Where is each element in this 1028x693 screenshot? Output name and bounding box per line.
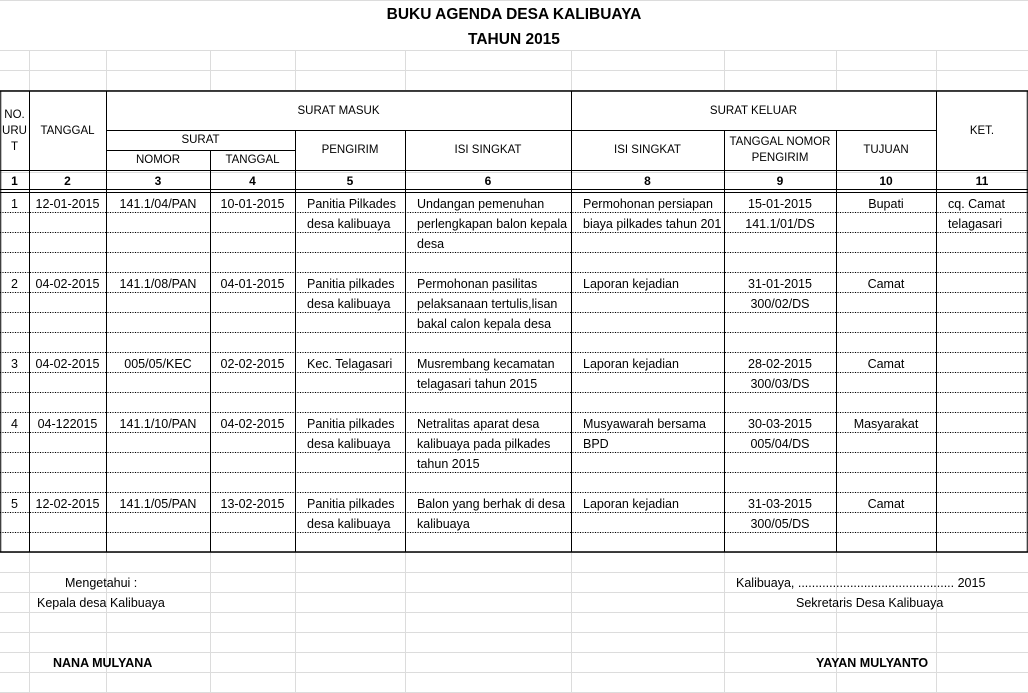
cell-isi-masuk: telagasari tahun 2015 bbox=[417, 377, 538, 391]
signature-right-place: Kalibuaya, ............................................. 2015 bbox=[736, 576, 986, 590]
cell-isi-masuk: kalibuaya pada pilkades bbox=[417, 437, 551, 451]
cell-pengirim: Panitia pilkades bbox=[307, 277, 395, 291]
cell-pengirim: Panitia pilkades bbox=[307, 497, 395, 511]
document-title: BUKU AGENDA DESA KALIBUAYA bbox=[386, 6, 642, 23]
cell-tujuan: Masyarakat bbox=[853, 417, 919, 431]
cell-tgl-nomor: 300/02/DS bbox=[750, 297, 810, 311]
cell-tgl-nomor: 300/03/DS bbox=[750, 377, 810, 391]
cell-pengirim: desa kalibuaya bbox=[307, 217, 391, 231]
cell-isi-masuk: kalibuaya bbox=[417, 517, 470, 531]
header-pengirim: PENGIRIM bbox=[321, 144, 379, 156]
signature-left-role: Kepala desa Kalibuaya bbox=[37, 596, 165, 610]
cell-isi-masuk: desa bbox=[417, 237, 445, 251]
column-number-3: 3 bbox=[154, 174, 162, 188]
cell-tanggal-surat: 13-02-2015 bbox=[220, 497, 285, 511]
cell-tgl-nomor: 30-03-2015 bbox=[748, 417, 812, 431]
cell-no: 4 bbox=[11, 417, 18, 431]
cell-tgl-nomor: 141.1/01/DS bbox=[745, 217, 815, 231]
cell-nomor: 141.1/05/PAN bbox=[119, 497, 197, 511]
cell-nomor: 141.1/10/PAN bbox=[119, 417, 197, 431]
column-number-8: 8 bbox=[644, 174, 651, 188]
cell-isi-masuk: tahun 2015 bbox=[417, 457, 480, 471]
cell-pengirim: desa kalibuaya bbox=[307, 437, 391, 451]
cell-tanggal: 04-02-2015 bbox=[35, 277, 100, 291]
cell-tanggal-surat: 04-02-2015 bbox=[220, 417, 285, 431]
cell-isi-keluar: Laporan kejadian bbox=[583, 357, 679, 371]
cell-nomor: 005/05/KEC bbox=[124, 357, 192, 371]
cell-isi-keluar: Musyawarah bersama bbox=[583, 417, 706, 431]
cell-isi-masuk: pelaksanaan tertulis,lisan bbox=[417, 297, 558, 311]
cell-isi-masuk: Netralitas aparat desa bbox=[417, 417, 540, 431]
cell-no: 2 bbox=[11, 277, 18, 291]
header-surat-keluar: SURAT KELUAR bbox=[709, 105, 798, 117]
header-no-urut-line1: NO. bbox=[4, 109, 25, 121]
cell-tanggal: 12-02-2015 bbox=[35, 497, 100, 511]
column-number-1: 1 bbox=[11, 174, 18, 188]
column-number-5: 5 bbox=[346, 174, 354, 188]
signature-right-name: YAYAN MULYANTO bbox=[816, 656, 929, 670]
cell-pengirim: Panitia Pilkades bbox=[307, 197, 396, 211]
column-number-11: 11 bbox=[975, 174, 989, 188]
header-isi-singkat-keluar: ISI SINGKAT bbox=[614, 144, 681, 156]
header-surat-masuk: SURAT MASUK bbox=[297, 105, 380, 117]
cell-isi-masuk: Undangan pemenuhan bbox=[417, 197, 545, 211]
cell-pengirim: desa kalibuaya bbox=[307, 517, 391, 531]
header-tanggal-nomor-line1: TANGGAL NOMOR bbox=[729, 136, 831, 148]
header-tanggal: TANGGAL bbox=[40, 125, 95, 137]
cell-isi-masuk: Permohonan pasilitas bbox=[417, 277, 538, 291]
header-nomor: NOMOR bbox=[135, 154, 181, 166]
header-no-urut bbox=[0, 92, 29, 170]
cell-no: 5 bbox=[11, 497, 18, 511]
header-ket: KET. bbox=[969, 125, 995, 137]
cell-pengirim: Panitia pilkades bbox=[307, 417, 395, 431]
document-subtitle: TAHUN 2015 bbox=[468, 31, 560, 48]
header-isi-singkat-masuk: ISI SINGKAT bbox=[454, 144, 522, 156]
cell-tanggal-surat: 04-01-2015 bbox=[220, 277, 285, 291]
cell-tgl-nomor: 31-01-2015 bbox=[748, 277, 812, 291]
cell-tgl-nomor: 31-03-2015 bbox=[748, 497, 812, 511]
cell-isi-masuk: Musrembang kecamatan bbox=[417, 357, 555, 371]
column-number-6: 6 bbox=[484, 174, 492, 188]
cell-tujuan: Camat bbox=[867, 357, 905, 371]
cell-tanggal: 04-02-2015 bbox=[35, 357, 100, 371]
cell-isi-keluar: Laporan kejadian bbox=[583, 277, 679, 291]
cell-tgl-nomor: 15-01-2015 bbox=[748, 197, 812, 211]
cell-isi-masuk: bakal calon kepala desa bbox=[417, 317, 552, 331]
cell-nomor: 141.1/04/PAN bbox=[119, 197, 197, 211]
cell-isi-keluar: Laporan kejadian bbox=[583, 497, 679, 511]
header-tujuan: TUJUAN bbox=[863, 144, 909, 156]
cell-isi-masuk: Balon yang berhak di desa bbox=[417, 497, 566, 511]
cell-tgl-nomor: 300/05/DS bbox=[750, 517, 810, 531]
column-number-2: 2 bbox=[64, 174, 71, 188]
cell-tanggal: 12-01-2015 bbox=[35, 197, 100, 211]
signature-left-label: Mengetahui : bbox=[65, 576, 138, 590]
cell-tanggal-surat: 02-02-2015 bbox=[220, 357, 285, 371]
cell-tgl-nomor: 28-02-2015 bbox=[748, 357, 812, 371]
header-tanggal-nomor bbox=[724, 130, 836, 170]
cell-no: 3 bbox=[11, 357, 18, 371]
cell-tgl-nomor: 005/04/DS bbox=[750, 437, 810, 451]
cell-isi-keluar: BPD bbox=[583, 437, 609, 451]
signature-right-role: Sekretaris Desa Kalibuaya bbox=[796, 596, 944, 610]
header-no-urut-line3: T bbox=[10, 141, 19, 153]
header-tanggal-nomor-line2: PENGIRIM bbox=[751, 152, 809, 164]
cell-no: 1 bbox=[11, 197, 18, 211]
cell-tujuan: Camat bbox=[867, 277, 905, 291]
cell-tujuan: Bupati bbox=[868, 197, 904, 211]
header-tanggal-surat: TANGGAL bbox=[225, 154, 280, 166]
cell-tujuan: Camat bbox=[867, 497, 905, 511]
cell-isi-masuk: perlengkapan balon kepala bbox=[417, 217, 568, 231]
cell-nomor: 141.1/08/PAN bbox=[119, 277, 197, 291]
header-no-urut-line2: URU bbox=[2, 125, 27, 137]
column-number-9: 9 bbox=[776, 174, 784, 188]
cell-ket: telagasari bbox=[948, 217, 1003, 231]
cell-isi-keluar: Permohonan persiapan bbox=[583, 197, 713, 211]
cell-tanggal: 04-122015 bbox=[37, 417, 98, 431]
cell-isi-keluar: biaya pilkades tahun 201 bbox=[583, 217, 722, 231]
column-number-10: 10 bbox=[879, 174, 893, 188]
column-number-4: 4 bbox=[249, 174, 256, 188]
cell-ket: cq. Camat bbox=[948, 197, 1005, 211]
cell-pengirim: Kec. Telagasari bbox=[307, 357, 393, 371]
signature-left-name: NANA MULYANA bbox=[53, 656, 153, 670]
cell-tanggal-surat: 10-01-2015 bbox=[220, 197, 285, 211]
cell-pengirim: desa kalibuaya bbox=[307, 297, 391, 311]
header-surat: SURAT bbox=[181, 134, 220, 146]
